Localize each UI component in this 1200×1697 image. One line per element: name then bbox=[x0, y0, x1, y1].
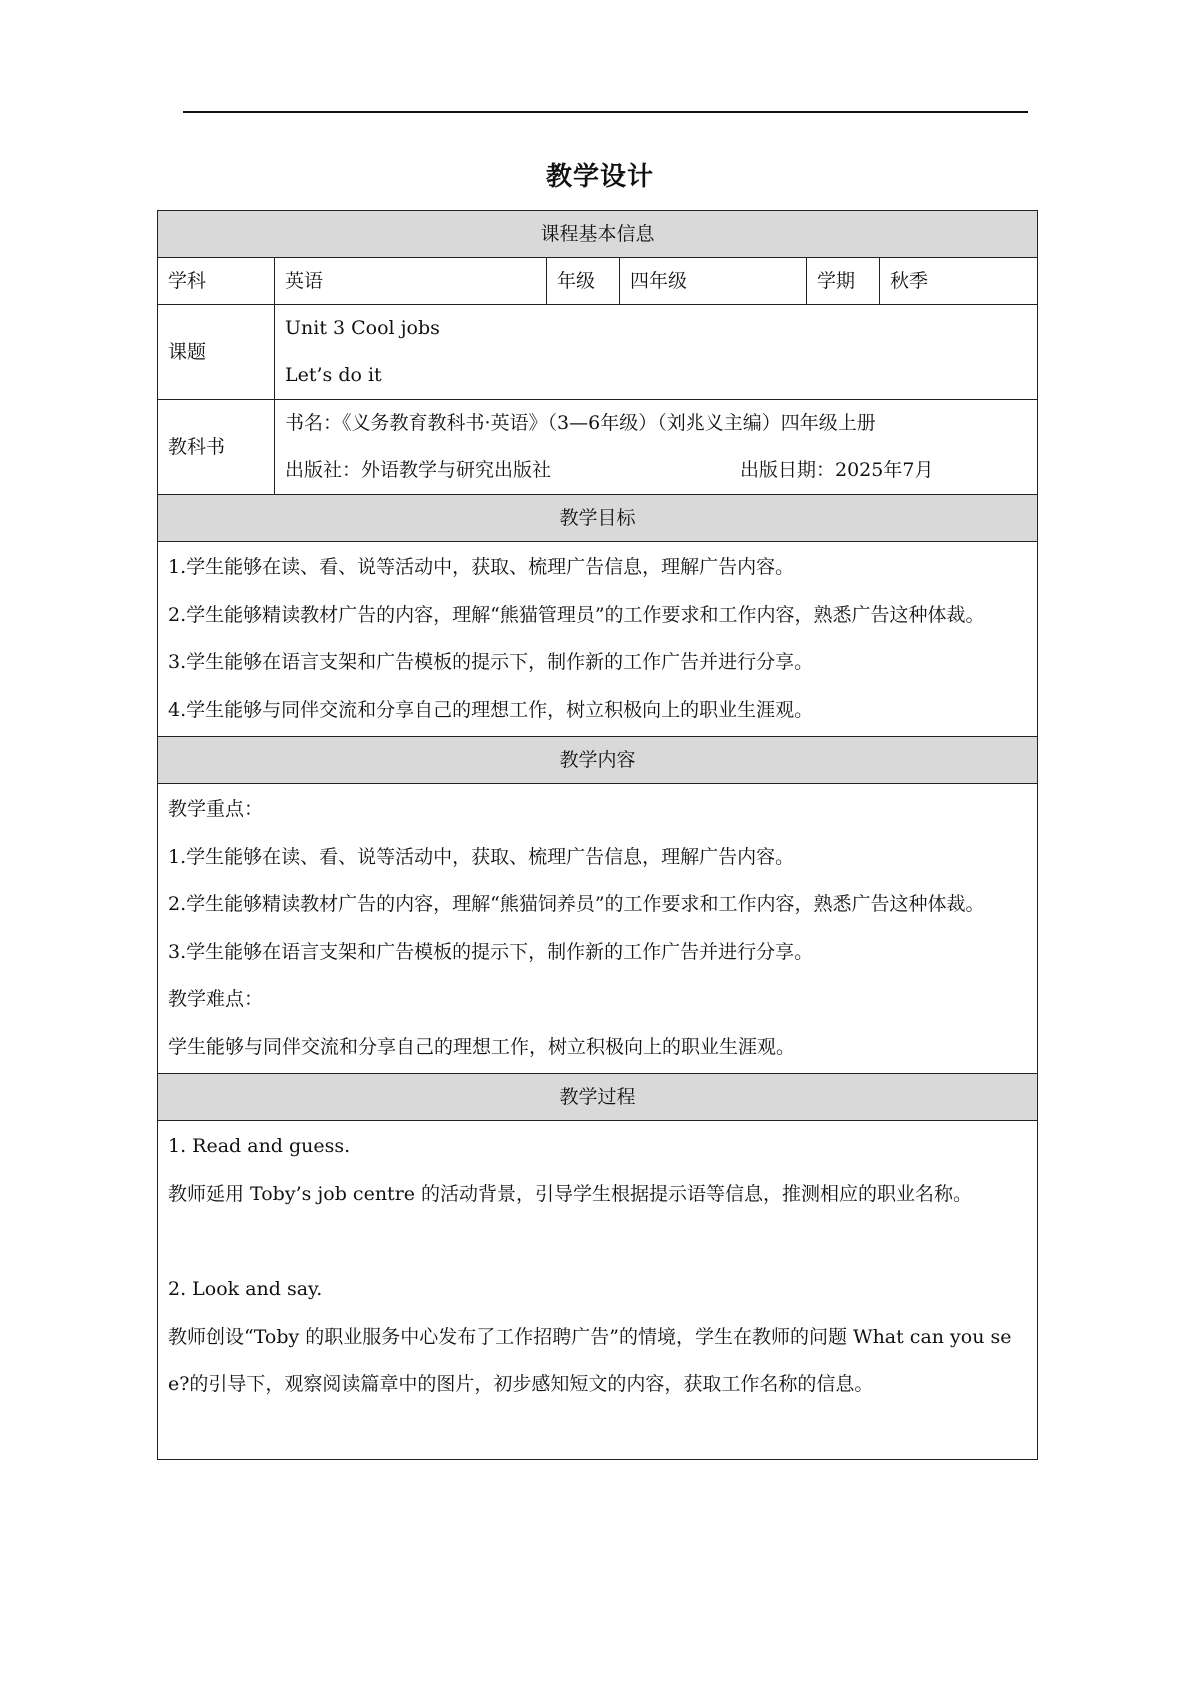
section-header-content bbox=[158, 737, 1038, 784]
subject-label: 学科 bbox=[158, 258, 275, 305]
section-title: 教学目标 bbox=[158, 495, 1038, 542]
section-title: 课程基本信息 bbox=[158, 211, 1038, 258]
step-text: 教师创设“Toby 的职业服务中心发布了工作招聘广告”的情境，学生在教师的问题 What can you see?的引导下，观察阅读篇章中的图片，初步感知短文的内容，获取工作名称的信息。 bbox=[168, 1325, 1012, 1395]
term-value: 秋季 bbox=[880, 258, 1038, 305]
objectives-row bbox=[158, 542, 1038, 737]
document-title: 教学设计 bbox=[545, 162, 654, 192]
key-point-item: 1.学生能够在读、看、说等活动中，获取、梳理广告信息，理解广告内容。 bbox=[168, 845, 795, 868]
textbook-value bbox=[275, 400, 1038, 495]
key-point-item: 3.学生能够在语言支架和广告模板的提示下，制作新的工作广告并进行分享。 bbox=[168, 940, 814, 963]
topic-lesson: Let’s do it bbox=[285, 364, 382, 386]
topic-label: 课题 bbox=[158, 305, 275, 400]
spacer bbox=[168, 1409, 1027, 1457]
content-body bbox=[158, 784, 1038, 1074]
topic-row bbox=[158, 305, 1038, 400]
section-title: 教学过程 bbox=[158, 1074, 1038, 1121]
difficulty-item: 学生能够与同伴交流和分享自己的理想工作，树立积极向上的职业生涯观。 bbox=[168, 1035, 796, 1058]
section-header-objectives bbox=[158, 495, 1038, 542]
publisher: 出版社：外语教学与研究出版社 bbox=[285, 459, 552, 481]
topic-unit: Unit 3 Cool jobs bbox=[285, 317, 440, 339]
objective-item: 1.学生能够在读、看、说等活动中，获取、梳理广告信息，理解广告内容。 bbox=[168, 556, 795, 578]
textbook-label: 教科书 bbox=[158, 400, 275, 495]
content-row bbox=[158, 784, 1038, 1074]
section-header-basic-info bbox=[158, 211, 1038, 258]
key-points-label: 教学重点： bbox=[168, 798, 264, 820]
subject-value: 英语 bbox=[275, 258, 547, 305]
objective-item: 4.学生能够与同伴交流和分享自己的理想工作，树立积极向上的职业生涯观。 bbox=[168, 698, 814, 721]
section-header-process bbox=[158, 1074, 1038, 1121]
section-title: 教学内容 bbox=[158, 737, 1038, 784]
lesson-plan-table bbox=[157, 210, 1038, 1460]
difficulty-label: 教学难点： bbox=[168, 988, 264, 1010]
publication-date: 出版日期：2025年7月 bbox=[740, 459, 934, 481]
publication-line bbox=[285, 447, 1027, 494]
objectives-list bbox=[158, 542, 1038, 737]
objective-item: 2.学生能够精读教材广告的内容，理解“熊猫管理员”的工作要求和工作内容，熟悉广告这种体裁。 bbox=[168, 603, 985, 626]
objective-item: 3.学生能够在语言支架和广告模板的提示下，制作新的工作广告并进行分享。 bbox=[168, 651, 814, 673]
book-name: 书名：《义务教育教科书·英语》（3—6年级）（刘兆义主编）四年级上册 bbox=[285, 412, 876, 434]
key-point-item: 2.学生能够精读教材广告的内容，理解“熊猫饲养员”的工作要求和工作内容，熟悉广告这种体裁。 bbox=[168, 893, 985, 915]
topic-value bbox=[275, 305, 1038, 400]
spacer bbox=[168, 1218, 1027, 1266]
grade-value: 四年级 bbox=[620, 258, 807, 305]
step-text: 教师延用 Toby’s job centre 的活动背景，引导学生根据提示语等信息，推测相应的职业名称。 bbox=[168, 1182, 973, 1205]
grade-label: 年级 bbox=[547, 258, 620, 305]
header-rule bbox=[183, 111, 1028, 113]
term-label: 学期 bbox=[807, 258, 880, 305]
process-row bbox=[158, 1121, 1038, 1460]
step-title: 1. Read and guess. bbox=[168, 1135, 351, 1157]
textbook-row bbox=[158, 400, 1038, 495]
process-body bbox=[158, 1121, 1038, 1460]
step-title: 2. Look and say. bbox=[168, 1278, 323, 1300]
basic-info-row bbox=[158, 258, 1038, 305]
